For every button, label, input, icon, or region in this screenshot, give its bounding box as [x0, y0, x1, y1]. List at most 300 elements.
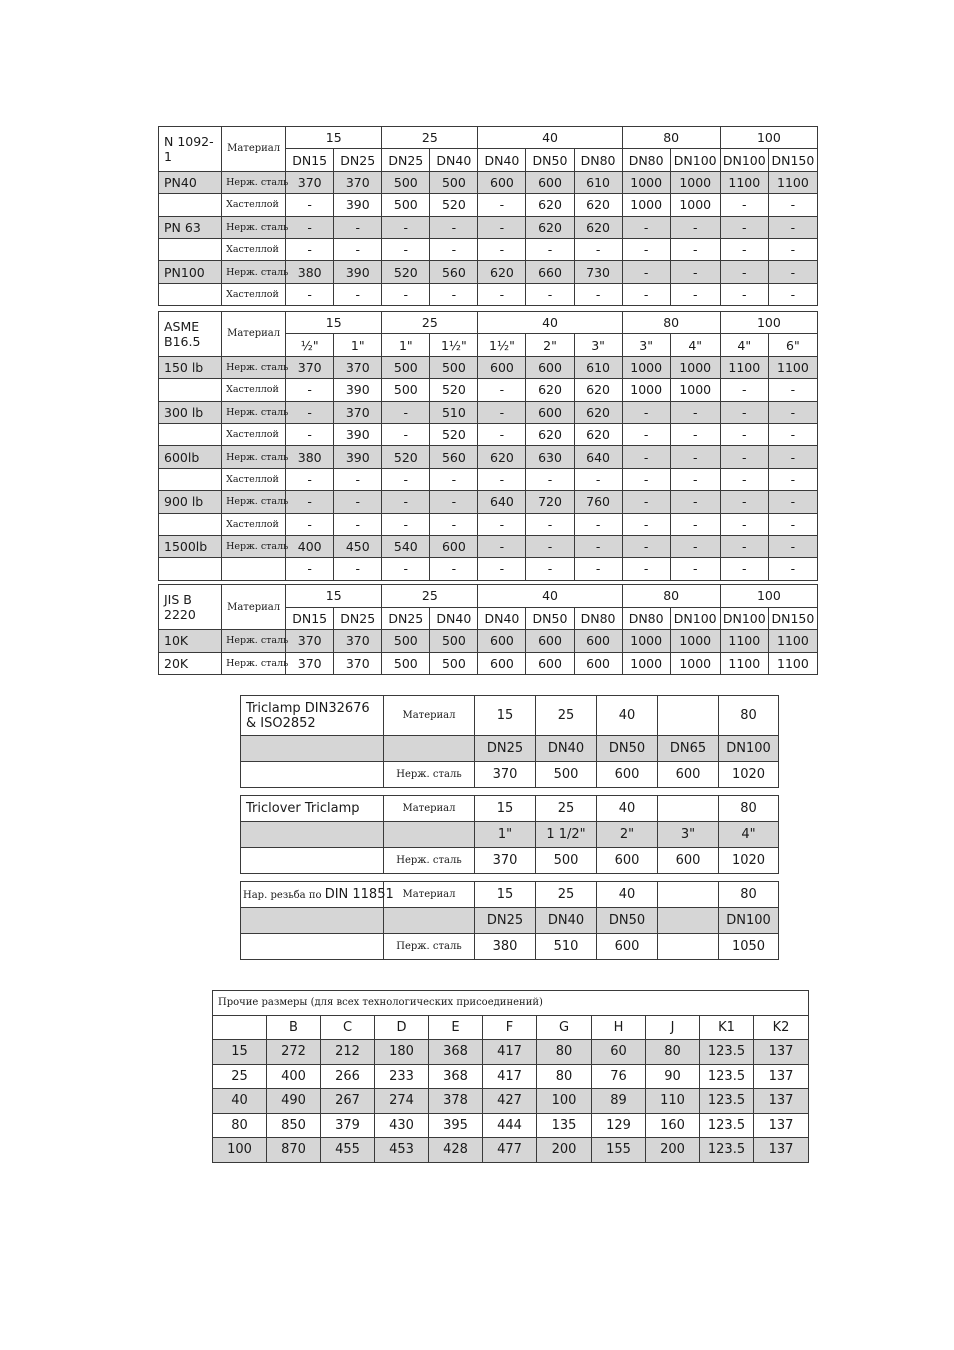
value-cell: 600 — [526, 171, 574, 193]
value-cell: - — [478, 216, 526, 238]
value-cell: - — [768, 558, 817, 580]
value-cell: - — [622, 283, 670, 305]
value-cell: - — [430, 283, 478, 305]
value-cell: - — [382, 491, 430, 513]
blank-cell — [241, 934, 384, 960]
value-cell: 370 — [475, 762, 536, 788]
value-cell: 500 — [382, 194, 430, 216]
value-cell: 620 — [574, 216, 622, 238]
connection-label — [241, 696, 384, 736]
size-group-header: 25 — [382, 312, 478, 334]
standard-name: ASME — [164, 318, 200, 334]
size-group-header: 40 — [597, 796, 658, 822]
value-cell: 110 — [646, 1089, 700, 1114]
table-row — [241, 696, 779, 736]
value-cell: - — [670, 238, 720, 260]
size-header: 2" — [597, 822, 658, 848]
table-row — [159, 491, 818, 513]
value-cell: - — [286, 379, 334, 401]
size-header: DN40 — [536, 908, 597, 934]
value-cell: 370 — [334, 401, 382, 423]
value-cell: - — [720, 379, 768, 401]
pressure-class: 20K — [159, 652, 222, 675]
spacer — [241, 788, 779, 796]
value-cell: 450 — [334, 535, 382, 557]
value-cell: 390 — [334, 423, 382, 445]
value-cell: - — [430, 238, 478, 260]
value-cell: - — [286, 283, 334, 305]
size-header: 1" — [334, 334, 382, 356]
size-group-header — [658, 882, 719, 908]
table-row — [241, 762, 779, 788]
blank-cell — [241, 736, 384, 762]
size-header: 1½" — [478, 334, 526, 356]
table-row — [159, 356, 818, 378]
value-cell: - — [574, 535, 622, 557]
value-cell: - — [382, 283, 430, 305]
size-group-header: 40 — [597, 882, 658, 908]
size-group-header: 80 — [622, 127, 720, 149]
size-group-header: 40 — [478, 585, 622, 608]
value-cell: - — [286, 491, 334, 513]
material: Хастеллой — [222, 283, 286, 305]
table-row — [159, 652, 818, 675]
blank-cell — [241, 848, 384, 874]
value-cell: 1000 — [670, 652, 720, 675]
value-cell: 390 — [334, 194, 382, 216]
size-header: DN40 — [478, 607, 526, 630]
table-caption: Прочие размеры (для всех технологических присоединений) — [213, 991, 809, 1016]
size-header: DN50 — [526, 149, 574, 171]
pressure-class: PN40 — [159, 171, 222, 193]
value-cell: - — [622, 491, 670, 513]
value-cell: 500 — [382, 171, 430, 193]
value-cell: - — [720, 238, 768, 260]
material: Нерж. сталь — [222, 171, 286, 193]
table-row — [159, 558, 818, 580]
connection-name: Triclover Triclamp — [246, 801, 360, 816]
size-group-header: 80 — [719, 796, 779, 822]
size-group-header: 80 — [719, 882, 779, 908]
value-cell: 430 — [375, 1113, 429, 1138]
table-row — [213, 1138, 809, 1163]
value-cell: 1100 — [720, 171, 768, 193]
value-cell: 137 — [754, 1064, 809, 1089]
value-cell: 870 — [267, 1138, 321, 1163]
value-cell: - — [382, 401, 430, 423]
table-row — [159, 261, 818, 283]
value-cell: 560 — [430, 446, 478, 468]
value-cell: 129 — [592, 1113, 646, 1138]
value-cell: - — [768, 423, 817, 445]
table-row — [213, 1089, 809, 1114]
standard-label — [159, 585, 222, 630]
value-cell: 135 — [537, 1113, 592, 1138]
value-cell: - — [526, 513, 574, 535]
material: Хастеллой — [222, 238, 286, 260]
value-cell: 390 — [334, 261, 382, 283]
material: Хастеллой — [222, 194, 286, 216]
value-cell: 400 — [286, 535, 334, 557]
table-row — [241, 788, 779, 796]
size-header: DN40 — [478, 149, 526, 171]
value-cell: - — [526, 283, 574, 305]
row-size: 40 — [213, 1089, 267, 1114]
size-group-header: 40 — [478, 127, 622, 149]
row-size: 80 — [213, 1113, 267, 1138]
table-row — [241, 736, 779, 762]
value-cell: 1100 — [768, 652, 817, 675]
size-group-header: 25 — [536, 882, 597, 908]
size-header: DN150 — [768, 607, 817, 630]
value-cell: 600 — [478, 630, 526, 653]
pressure-class: PN 63 — [159, 216, 222, 238]
value-cell: 600 — [526, 652, 574, 675]
size-group-header: 100 — [720, 585, 817, 608]
value-cell: 1000 — [670, 194, 720, 216]
value-cell: 200 — [537, 1138, 592, 1163]
table-row — [159, 379, 818, 401]
table-row — [159, 312, 818, 334]
material: Нерж. сталь — [222, 652, 286, 675]
value-cell: 640 — [478, 491, 526, 513]
connection-label — [241, 796, 384, 822]
value-cell: 137 — [754, 1138, 809, 1163]
value-cell: 180 — [375, 1040, 429, 1065]
value-cell: 266 — [321, 1064, 375, 1089]
value-cell: 370 — [286, 171, 334, 193]
size-header: 2" — [526, 334, 574, 356]
material-header: Материал — [222, 585, 286, 630]
value-cell: - — [430, 468, 478, 490]
pressure-class — [159, 194, 222, 216]
value-cell: - — [286, 216, 334, 238]
pressure-class — [159, 558, 222, 580]
material — [222, 558, 286, 580]
material: Нерж. сталь — [384, 762, 475, 788]
value-cell: 500 — [536, 762, 597, 788]
value-cell: 417 — [483, 1064, 537, 1089]
value-cell: 212 — [321, 1040, 375, 1065]
value-cell: - — [382, 468, 430, 490]
value-cell: 850 — [267, 1113, 321, 1138]
table-row — [213, 1015, 809, 1040]
connection-name-standard: DIN 11851 — [324, 886, 394, 902]
value-cell: - — [382, 216, 430, 238]
value-cell: - — [720, 491, 768, 513]
size-group-header: 15 — [286, 312, 382, 334]
value-cell: 600 — [478, 652, 526, 675]
pressure-class: 10K — [159, 630, 222, 653]
material-header: Материал — [222, 127, 286, 172]
value-cell: 380 — [475, 934, 536, 960]
value-cell: - — [670, 446, 720, 468]
value-cell: - — [286, 238, 334, 260]
material-header: Материал — [384, 882, 475, 908]
jis-b2220-table — [158, 584, 818, 675]
value-cell: 1100 — [768, 630, 817, 653]
value-cell: 600 — [597, 762, 658, 788]
size-group-header: 80 — [622, 585, 720, 608]
value-cell: 1100 — [720, 356, 768, 378]
value-cell: 500 — [382, 356, 430, 378]
value-cell: 123.5 — [700, 1040, 754, 1065]
value-cell: 370 — [334, 630, 382, 653]
value-cell: - — [720, 468, 768, 490]
table-row — [159, 423, 818, 445]
size-header: ½" — [286, 334, 334, 356]
blank-cell — [384, 908, 475, 934]
value-cell: 123.5 — [700, 1089, 754, 1114]
size-header: DN80 — [574, 149, 622, 171]
value-cell: - — [430, 513, 478, 535]
value-cell: 600 — [526, 630, 574, 653]
size-group-header: 40 — [597, 696, 658, 736]
value-cell: - — [670, 261, 720, 283]
value-cell: 600 — [658, 848, 719, 874]
value-cell: - — [334, 491, 382, 513]
size-header: 1½" — [430, 334, 478, 356]
value-cell: 620 — [574, 194, 622, 216]
pressure-class: 900 lb — [159, 491, 222, 513]
value-cell: - — [768, 468, 817, 490]
column-header — [213, 1015, 267, 1040]
pressure-class: 600lb — [159, 446, 222, 468]
value-cell: - — [670, 558, 720, 580]
table-row — [213, 991, 809, 1016]
value-cell: 90 — [646, 1064, 700, 1089]
table-row — [159, 630, 818, 653]
size-header: DN25 — [382, 149, 430, 171]
value-cell: - — [622, 238, 670, 260]
size-header: DN80 — [622, 607, 670, 630]
value-cell: - — [478, 513, 526, 535]
value-cell: - — [768, 491, 817, 513]
value-cell: 600 — [430, 535, 478, 557]
value-cell: - — [768, 194, 817, 216]
value-cell: 137 — [754, 1113, 809, 1138]
value-cell: 760 — [574, 491, 622, 513]
standard-label — [159, 127, 222, 172]
value-cell: - — [670, 401, 720, 423]
value-cell: 620 — [574, 401, 622, 423]
column-header: C — [321, 1015, 375, 1040]
pressure-class: 150 lb — [159, 356, 222, 378]
size-group-header: 80 — [622, 312, 720, 334]
value-cell: - — [334, 513, 382, 535]
value-cell: 600 — [526, 401, 574, 423]
value-cell: - — [478, 238, 526, 260]
value-cell: - — [622, 261, 670, 283]
value-cell: 378 — [429, 1089, 483, 1114]
pressure-class — [159, 238, 222, 260]
value-cell: - — [334, 283, 382, 305]
value-cell: 1000 — [670, 171, 720, 193]
value-cell: - — [334, 216, 382, 238]
value-cell: - — [286, 423, 334, 445]
value-cell: - — [670, 423, 720, 445]
value-cell: 500 — [382, 379, 430, 401]
size-group-header: 15 — [475, 796, 536, 822]
value-cell: 1000 — [622, 356, 670, 378]
value-cell: 370 — [286, 652, 334, 675]
table-row — [241, 934, 779, 960]
value-cell: - — [430, 216, 478, 238]
column-header: D — [375, 1015, 429, 1040]
value-cell: - — [768, 261, 817, 283]
size-group-header: 15 — [475, 882, 536, 908]
pressure-class — [159, 379, 222, 401]
value-cell: 520 — [430, 194, 478, 216]
value-cell: 444 — [483, 1113, 537, 1138]
size-header: DN50 — [526, 607, 574, 630]
value-cell: 500 — [536, 848, 597, 874]
value-cell: 395 — [429, 1113, 483, 1138]
value-cell: 390 — [334, 446, 382, 468]
standard-label — [159, 312, 222, 357]
material: Нерж. сталь — [222, 401, 286, 423]
value-cell: 630 — [526, 446, 574, 468]
table-row — [241, 796, 779, 822]
value-cell: - — [286, 468, 334, 490]
size-header: DN40 — [430, 607, 478, 630]
value-cell: - — [720, 423, 768, 445]
size-header: DN15 — [286, 607, 334, 630]
value-cell: 600 — [658, 762, 719, 788]
size-header: 1 1/2" — [536, 822, 597, 848]
value-cell: 1000 — [622, 652, 670, 675]
table-row — [241, 848, 779, 874]
value-cell: - — [478, 283, 526, 305]
value-cell: 660 — [526, 261, 574, 283]
pressure-class: PN100 — [159, 261, 222, 283]
table-row — [159, 194, 818, 216]
pressure-class — [159, 423, 222, 445]
value-cell: 370 — [334, 171, 382, 193]
value-cell: - — [382, 423, 430, 445]
size-group-header: 15 — [286, 585, 382, 608]
size-group-header: 25 — [536, 796, 597, 822]
value-cell: - — [720, 558, 768, 580]
value-cell: - — [720, 261, 768, 283]
value-cell: - — [382, 513, 430, 535]
value-cell: 370 — [334, 652, 382, 675]
column-header: B — [267, 1015, 321, 1040]
pressure-class — [159, 283, 222, 305]
row-size: 15 — [213, 1040, 267, 1065]
blank-cell — [241, 762, 384, 788]
row-size: 100 — [213, 1138, 267, 1163]
value-cell: - — [574, 468, 622, 490]
material-header: Материал — [384, 696, 475, 736]
table-row — [159, 216, 818, 238]
value-cell: 1000 — [622, 171, 670, 193]
value-cell: 1100 — [768, 171, 817, 193]
value-cell: 510 — [536, 934, 597, 960]
size-header: DN100 — [719, 908, 779, 934]
table-row — [159, 468, 818, 490]
size-header: DN15 — [286, 149, 334, 171]
table-row — [159, 446, 818, 468]
value-cell: 500 — [430, 171, 478, 193]
value-cell: 155 — [592, 1138, 646, 1163]
size-header: DN80 — [622, 149, 670, 171]
value-cell: 428 — [429, 1138, 483, 1163]
size-header: DN25 — [475, 736, 536, 762]
value-cell: - — [720, 513, 768, 535]
value-cell: 368 — [429, 1064, 483, 1089]
pressure-class — [159, 468, 222, 490]
value-cell: - — [720, 535, 768, 557]
value-cell: 520 — [382, 261, 430, 283]
value-cell: - — [430, 558, 478, 580]
value-cell: 500 — [382, 630, 430, 653]
size-header: DN100 — [720, 149, 768, 171]
size-header: DN25 — [382, 607, 430, 630]
value-cell: 390 — [334, 379, 382, 401]
value-cell: - — [622, 401, 670, 423]
table-row — [159, 127, 818, 149]
value-cell: 1000 — [622, 630, 670, 653]
value-cell: - — [768, 283, 817, 305]
value-cell: - — [478, 194, 526, 216]
size-group-header: 80 — [719, 696, 779, 736]
value-cell: - — [622, 535, 670, 557]
value-cell — [658, 934, 719, 960]
value-cell: 600 — [597, 848, 658, 874]
standard-number: 2220 — [164, 607, 196, 623]
table-row — [159, 513, 818, 535]
value-cell: - — [670, 535, 720, 557]
value-cell: - — [286, 513, 334, 535]
value-cell: 80 — [537, 1064, 592, 1089]
value-cell: - — [622, 423, 670, 445]
column-header: H — [592, 1015, 646, 1040]
size-group-header — [658, 696, 719, 736]
value-cell: 1000 — [670, 356, 720, 378]
value-cell: 100 — [537, 1089, 592, 1114]
table-row — [159, 535, 818, 557]
material: Нерж. сталь — [222, 446, 286, 468]
value-cell: - — [622, 468, 670, 490]
value-cell: - — [382, 238, 430, 260]
size-header: 3" — [622, 334, 670, 356]
value-cell: 160 — [646, 1113, 700, 1138]
material: Хастеллой — [222, 513, 286, 535]
value-cell: 380 — [286, 446, 334, 468]
asme-b16-5-table — [158, 311, 818, 581]
spacer — [241, 874, 779, 882]
value-cell: - — [720, 283, 768, 305]
column-header: F — [483, 1015, 537, 1040]
value-cell: - — [382, 558, 430, 580]
value-cell: 274 — [375, 1089, 429, 1114]
value-cell: - — [334, 238, 382, 260]
size-group-header: 25 — [382, 585, 478, 608]
table-row — [241, 882, 779, 908]
value-cell: - — [526, 238, 574, 260]
value-cell: 1020 — [719, 762, 779, 788]
value-cell: - — [768, 401, 817, 423]
value-cell: - — [670, 468, 720, 490]
standard-name: JIS B — [164, 592, 192, 608]
sanitary-connections-table — [240, 695, 779, 960]
material: Перж. сталь — [384, 934, 475, 960]
value-cell: 620 — [478, 261, 526, 283]
connection-name-prefix: Нар. резьба по — [243, 889, 325, 901]
blank-cell — [384, 736, 475, 762]
value-cell: - — [478, 558, 526, 580]
